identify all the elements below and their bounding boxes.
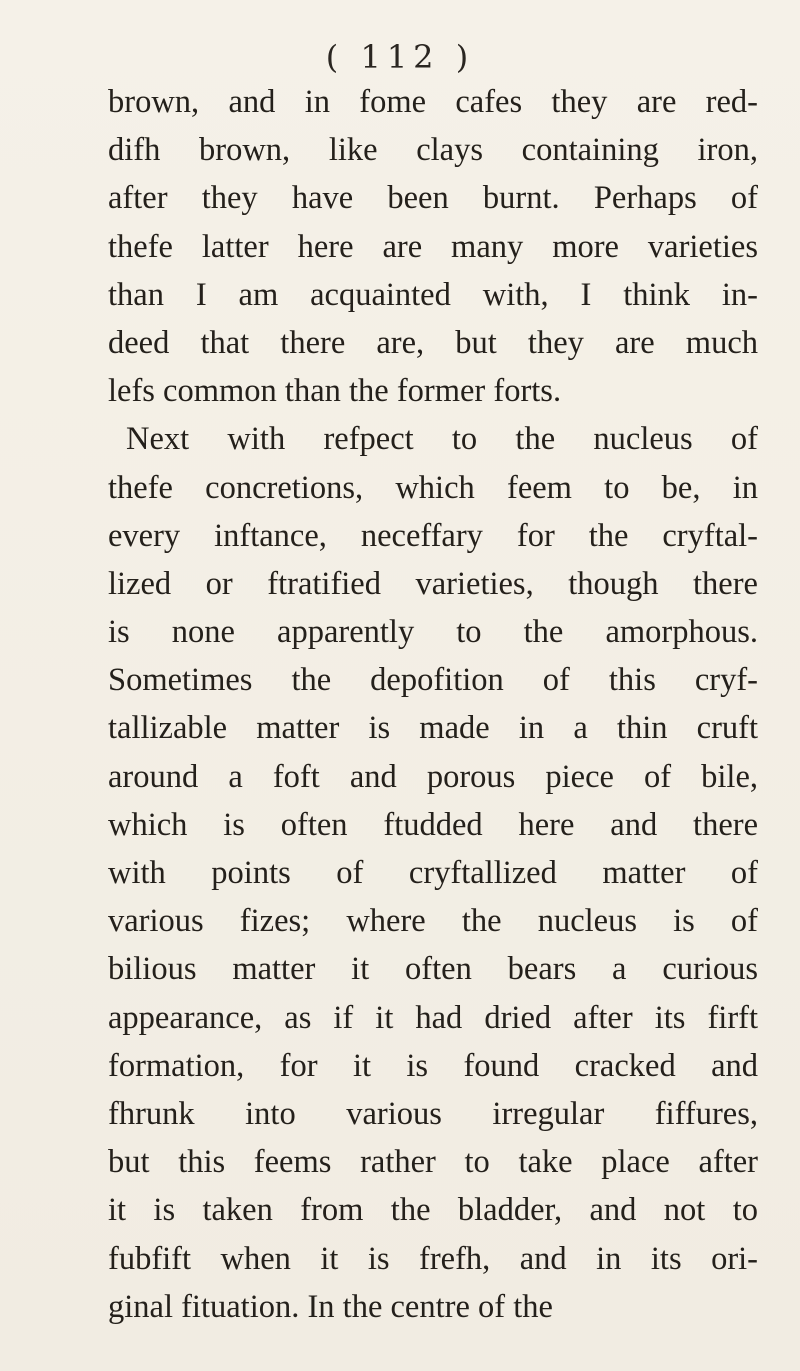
text-line: bilious matter it often bears a curious bbox=[108, 951, 758, 988]
text-line: ginal fituation. In the centre of the bbox=[108, 1288, 553, 1325]
text-line: formation, for it is found cracked and bbox=[108, 1047, 758, 1084]
text-line: brown, and in fome cafes they are red- bbox=[108, 84, 758, 120]
text-line: around a foft and porous piece of bile, bbox=[108, 758, 758, 795]
text-line: is none apparently to the amorphous. bbox=[108, 614, 758, 651]
text-line: various fizes; where the nucleus is of bbox=[108, 903, 758, 940]
body-text bbox=[108, 78, 758, 1331]
page-number-header: ( 112 ) bbox=[325, 38, 475, 76]
text-line: with points of cryftallized matter of bbox=[108, 855, 758, 891]
text-line: which is often ftudded here and there bbox=[108, 806, 758, 843]
text-line: thefe latter here are many more varieties bbox=[108, 228, 758, 265]
text-line: fubfift when it is frefh, and in its ori- bbox=[108, 1240, 758, 1277]
text-line: deed that there are, but they are much bbox=[108, 324, 758, 361]
text-line: Next with refpect to the nucleus of bbox=[126, 421, 758, 458]
text-line: every inftance, neceffary for the cryftal- bbox=[108, 517, 758, 554]
text-line: difh brown, like clays containing iron, bbox=[108, 132, 758, 169]
text-line: but this feems rather to take place after bbox=[108, 1144, 758, 1181]
text-line: thefe concretions, which feem to be, in bbox=[108, 469, 758, 506]
text-line: Sometimes the depofition of this cryf- bbox=[108, 662, 758, 699]
text-line: lized or ftratified varieties, though there bbox=[108, 565, 758, 602]
text-line: appearance, as if it had dried after its firft bbox=[108, 999, 758, 1036]
text-line: than I am acquainted with, I think in- bbox=[108, 276, 758, 313]
text-line: lefs common than the former forts. bbox=[108, 373, 562, 410]
text-line: after they have been burnt. Perhaps of bbox=[108, 180, 758, 217]
text-line: tallizable matter is made in a thin cruft bbox=[108, 710, 758, 747]
text-line: fhrunk into various irregular fiffures, bbox=[108, 1095, 758, 1132]
text-line: it is taken from the bladder, and not to bbox=[108, 1192, 758, 1229]
